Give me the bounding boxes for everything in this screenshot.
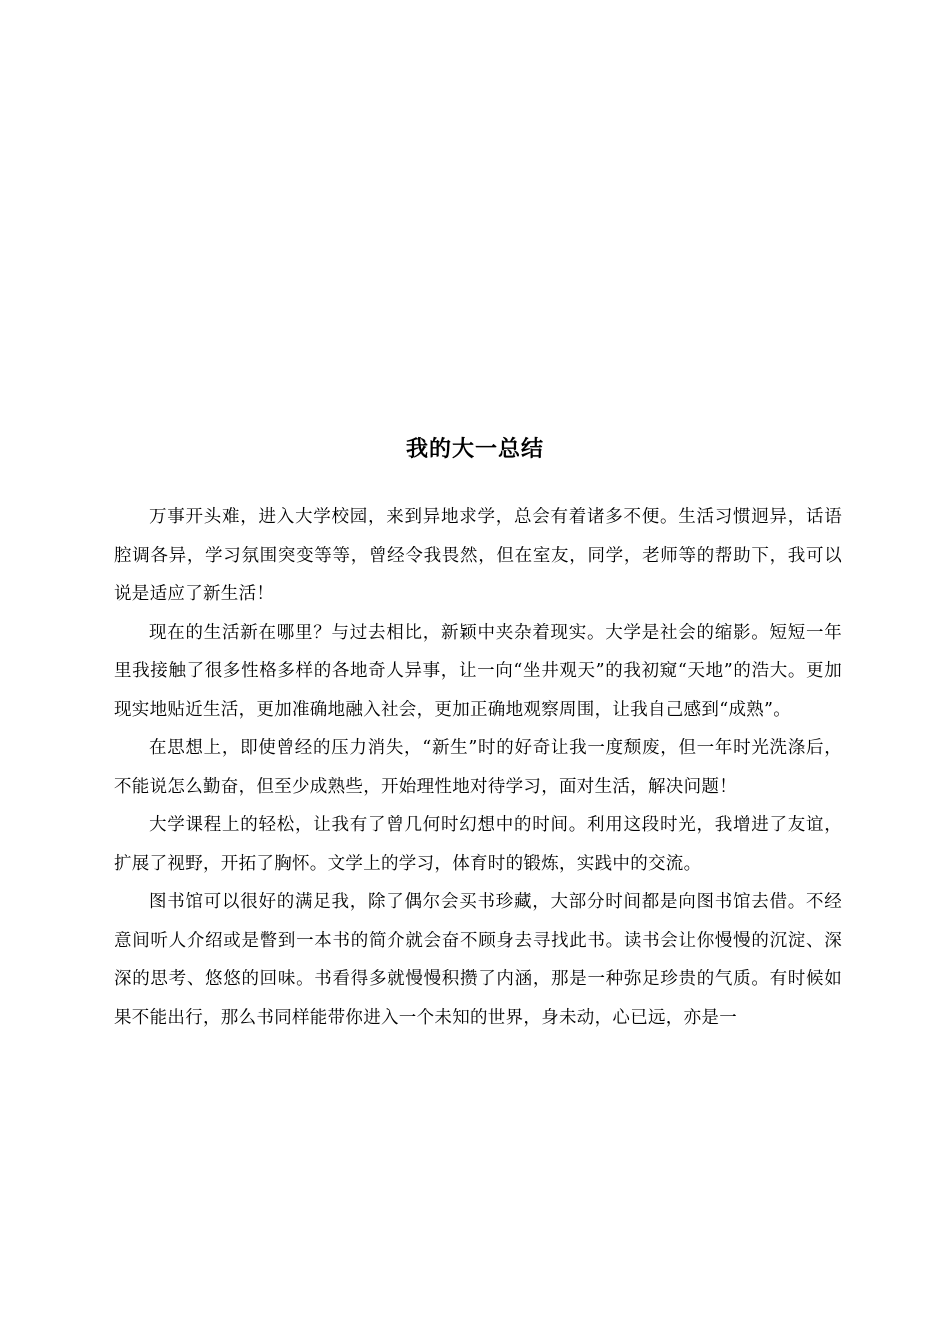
paragraph-courses: 大学课程上的轻松，让我有了曾几何时幻想中的时间。利用这段时光，我增进了友谊，扩展了视野，开拓了胸怀。文学上的学习，体育时的锻炼，实践中的交流。 (114, 815, 842, 874)
paragraph-new-life: 现在的生活新在哪里？与过去相比，新颖中夹杂着现实。大学是社会的缩影。短短一年里我接触了很多性格多样的各地奇人异事，让一向“坐井观天”的我初窥“天地”的浩大。更加现实地贴近生活，更加准确地融入社会，更加正确地观察周围，让我自己感到“成熟”。 (114, 622, 842, 720)
paragraph-adaptation: 万事开头难，进入大学校园，来到异地求学，总会有着诸多不便。生活习惯迥异，话语腔调各异，学习氛围突变等等，曾经令我畏然，但在室友，同学，老师等的帮助下，我可以说是适应了新生活！ (114, 507, 842, 604)
document-body (114, 498, 842, 1037)
paragraph-library: 图书馆可以很好的满足我，除了偶尔会买书珍藏，大部分时间都是向图书馆去借。不经意间听人介绍或是瞥到一本书的简介就会奋不顾身去寻找此书。读书会让你慢慢的沉淀、深深的思考、悠悠的回味。书看得多就慢慢积攒了内涵，那是一种弥足珍贵的气质。有时候如果不能出行，那么书同样能带你进入一个未知的世界，身未动，心已远，亦是一 (114, 892, 842, 1028)
document-title: 我的大一总结 (405, 437, 544, 462)
paragraph-thinking: 在思想上，即使曾经的压力消失，“新生”时的好奇让我一度颓废，但一年时光洗涤后，不能说怎么勤奋，但至少成熟些，开始理性地对待学习，面对生活，解决问题！ (114, 738, 842, 797)
